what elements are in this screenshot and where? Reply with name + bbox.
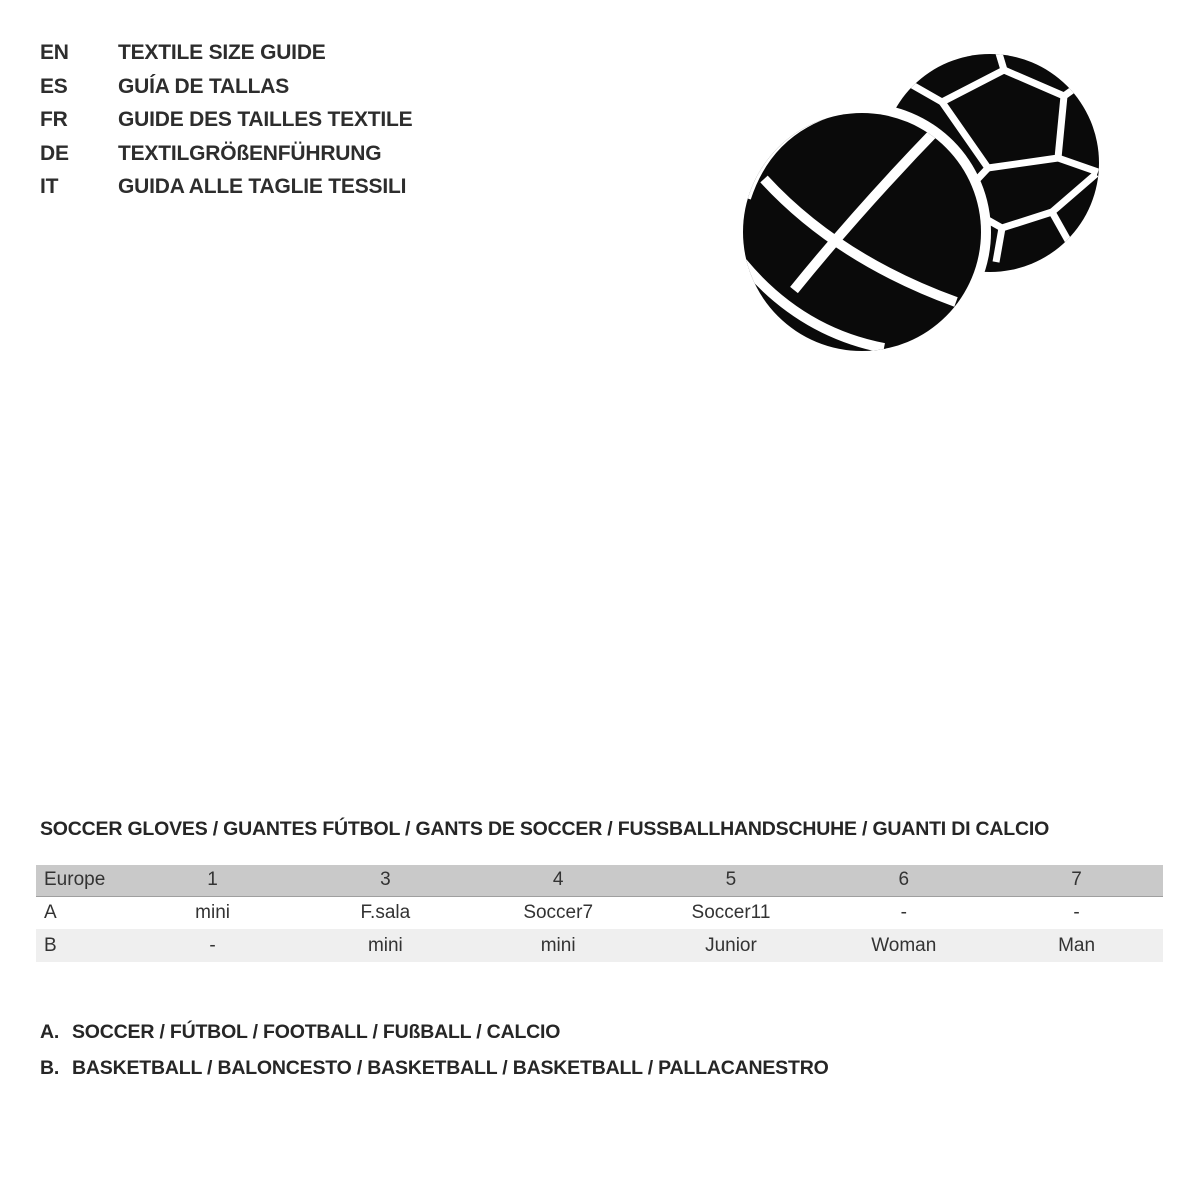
language-title-list (40, 36, 412, 204)
table-header-europe: Europe (44, 869, 106, 891)
size-cell: Woman (871, 934, 937, 956)
size-cell: mini (540, 934, 576, 956)
footnote-key: B. (40, 1057, 60, 1079)
language-label: TEXTILGRÖßENFÜHRUNG (118, 141, 382, 165)
size-cell: mini (195, 901, 230, 923)
basketball-icon (733, 103, 991, 354)
language-label: GUIDA ALLE TAGLIE TESSILI (118, 175, 407, 199)
table-row-b (36, 929, 1163, 962)
size-table-title: SOCCER GLOVES / GUANTES FÚTBOL / GANTS DE SOCCER / FUSSBALLHANDSCHUHE / GUANTI DI CALCIO (40, 818, 1050, 840)
footnote-text: BASKETBALL / BALONCESTO / BASKETBALL / BASKETBALL / PALLACANESTRO (72, 1057, 829, 1079)
language-row-en (40, 36, 412, 70)
footnote-list (40, 1014, 829, 1086)
size-cell: Soccer7 (523, 901, 594, 923)
table-header-row (36, 865, 1163, 896)
table-header-size-1: 1 (207, 869, 218, 891)
size-cell: F.sala (360, 901, 411, 923)
footnote-b (40, 1050, 829, 1086)
size-cell: - (1073, 901, 1080, 923)
size-table (36, 865, 1163, 962)
size-cell: Man (1058, 934, 1096, 956)
basketball-and-soccer-ball-icon (730, 42, 1120, 354)
row-label: A (44, 901, 57, 923)
language-row-es (40, 70, 412, 104)
size-cell: - (209, 934, 216, 956)
language-code: ES (40, 74, 68, 98)
language-code: DE (40, 141, 69, 165)
language-code: EN (40, 41, 69, 64)
footnote-a (40, 1014, 829, 1050)
language-code: IT (40, 175, 59, 199)
language-row-fr (40, 103, 412, 137)
table-header-size-7: 7 (1071, 869, 1082, 891)
table-row-a (36, 896, 1163, 929)
language-row-it (40, 170, 412, 204)
table-header-size-4: 4 (552, 869, 564, 891)
language-label: TEXTILE SIZE GUIDE (118, 41, 326, 64)
language-label: GUIDE DES TAILLES TEXTILE (118, 108, 413, 132)
table-header-size-6: 6 (898, 869, 910, 891)
size-cell: Soccer11 (691, 901, 771, 923)
footnote-key: A. (40, 1021, 60, 1043)
row-label: B (44, 934, 57, 956)
footnote-text: SOCCER / FÚTBOL / FOOTBALL / FUßBALL / CALCIO (72, 1021, 561, 1043)
table-header-size-5: 5 (725, 869, 737, 891)
size-cell: - (900, 901, 907, 923)
language-row-de (40, 137, 412, 171)
table-header-size-3: 3 (380, 869, 391, 891)
language-label: GUÍA DE TALLAS (118, 74, 290, 98)
size-cell: mini (367, 934, 403, 956)
size-cell: Junior (705, 934, 757, 956)
language-code: FR (40, 108, 68, 132)
